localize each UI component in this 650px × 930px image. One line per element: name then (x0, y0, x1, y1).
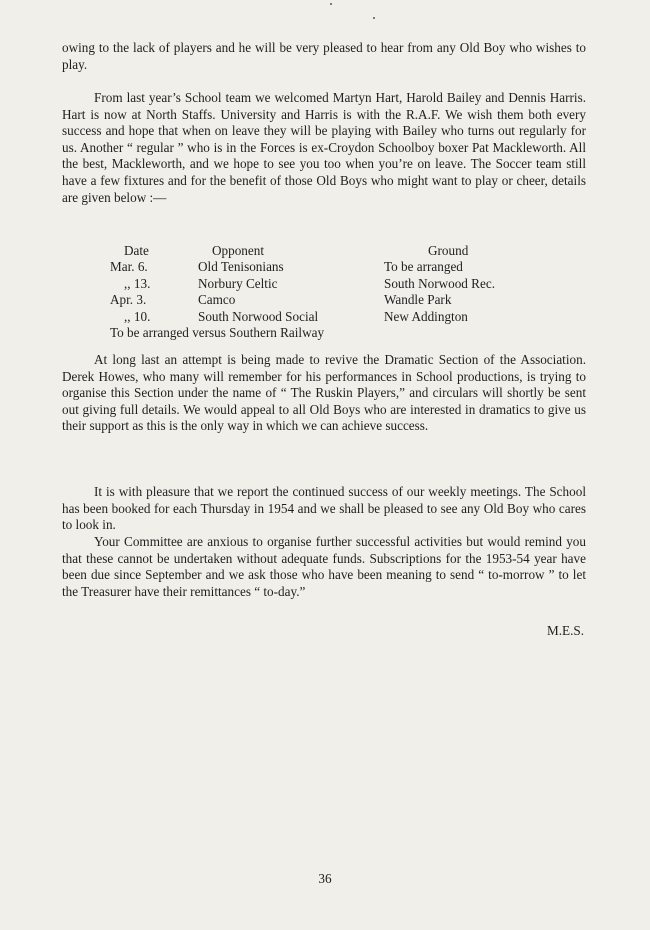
fixtures-note: To be arranged versus Southern Railway (110, 325, 325, 340)
fixture-date: ,, 10. (124, 308, 151, 324)
paragraph-weekly-meetings (62, 484, 586, 534)
paragraph-text: From last year’s School team we welcomed Martyn Hart, Harold Bailey and Dennis Harris. Hart is now at North Staffs. University and Harris is with the R.A.F. We wish them both every success and hope that when on leave they will be playing with Bailey who turns out regularly for us. Another “ regular ” who is in the Forces is ex-Croydon Schoolboy boxer Pat Mackleworth. All the best, Mackleworth, and we hope to see you too when you’re on leave. The Soccer team still have a few fixtures and for the benefit of those Old Boys who might want to play or cheer, details are given below :— (62, 90, 586, 205)
fixture-opponent: Norbury Celtic (198, 275, 278, 291)
fixtures-header-row (62, 243, 586, 259)
fixture-ground: New Addington (384, 308, 468, 324)
fixture-opponent: Camco (198, 292, 236, 308)
table-row (62, 292, 586, 308)
fixture-opponent: South Norwood Social (198, 308, 319, 324)
fixture-date: ,, 13. (124, 275, 151, 291)
paragraph-text: Your Committee are anxious to organise further successful activities but would remind you that these cannot be undertaken without adequate funds. Subscriptions for the 1953-54 year have been due since September and we ask those who have been meaning to send “ to-morrow ” to let the Treasurer have their remittances “ to-day.” (62, 534, 586, 599)
paragraph-school-team (62, 90, 586, 206)
fixture-date: Mar. 6. (110, 259, 148, 275)
fixture-ground: To be arranged (384, 259, 463, 275)
table-row (62, 309, 586, 325)
fixtures-table (62, 243, 586, 340)
fixture-date: Apr. 3. (110, 292, 147, 308)
header-ground: Ground (428, 243, 469, 258)
header-opponent: Opponent (212, 243, 265, 258)
page-number: 36 (318, 871, 332, 886)
paragraph-text: At long last an attempt is being made to revive the Dramatic Section of the Association. Derek Howes, who many will remember for his performances in School productions, is trying to organise this Section under the name of “ The Ruskin Players,” and circulars will shortly be sent out giving full details. We would appeal to all Old Boys who are interested in dramatics to give us their support as this is the only way in which we can achieve success. (62, 352, 586, 434)
table-row (62, 259, 586, 275)
paragraph-dramatic-section (62, 352, 586, 435)
fixture-ground: South Norwood Rec. (384, 275, 495, 291)
print-speck (373, 17, 375, 19)
author-signature: M.E.S. (546, 623, 584, 638)
table-row (62, 276, 586, 292)
paragraph-text: owing to the lack of players and he will be very pleased to hear from any Old Boy who wishes to play. (62, 40, 586, 72)
fixture-ground: Wandle Park (384, 292, 452, 308)
paragraph-committee-funds (62, 534, 586, 600)
header-date: Date (124, 243, 149, 258)
fixture-opponent: Old Tenisonians (198, 259, 284, 275)
paragraph-text: It is with pleasure that we report the continued success of our weekly meetings. The School has been booked for each Thursday in 1954 and we shall be pleased to see any Old Boy who cares to look in. (62, 484, 586, 533)
print-speck (330, 3, 332, 5)
paragraph-soccer-continued (62, 40, 586, 73)
